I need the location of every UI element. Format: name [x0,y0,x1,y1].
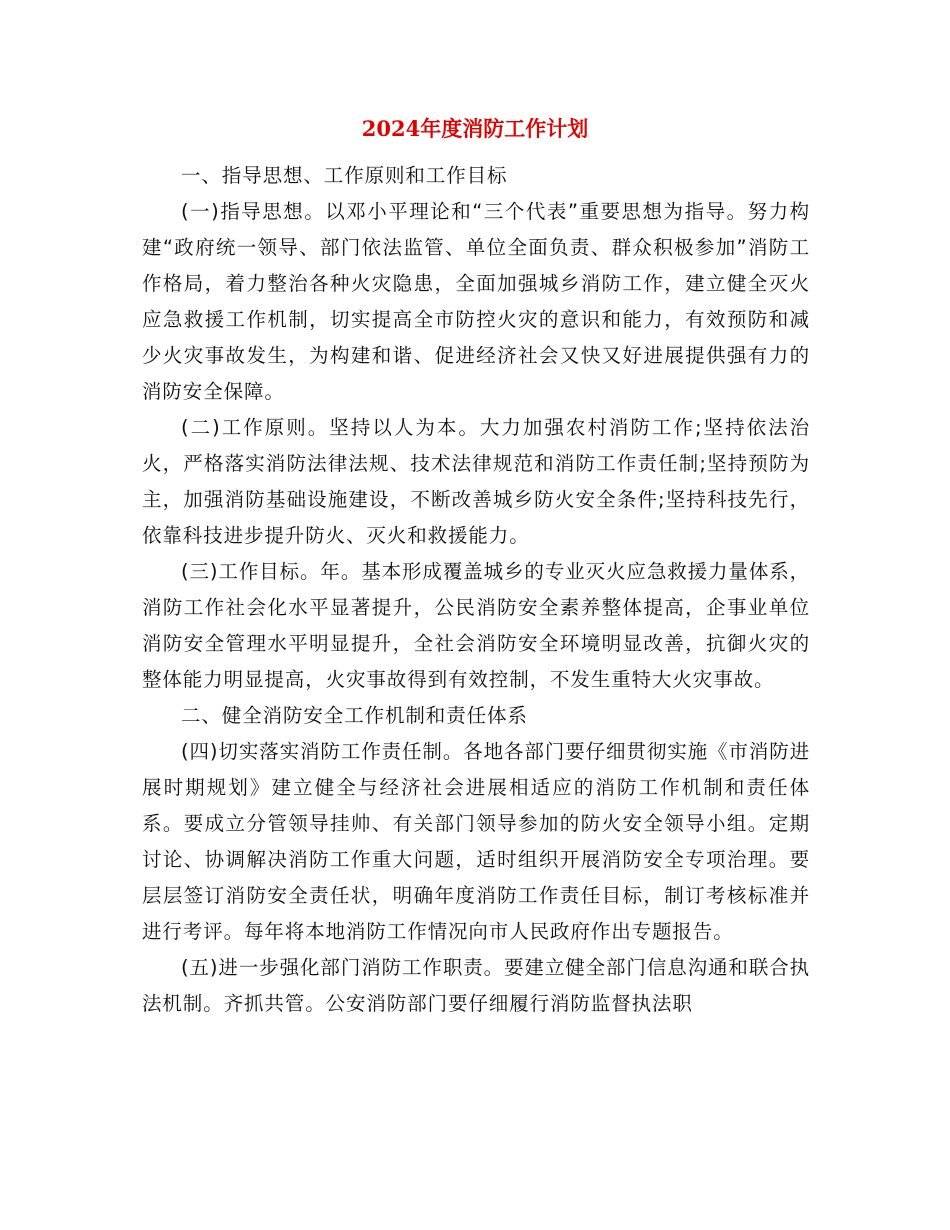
section-heading-1: 一、指导思想、工作原则和工作目标 [181,164,508,187]
section-heading-2: 二、健全消防安全工作机制和责任体系 [181,704,528,727]
paragraph-responsibility-system: (四)切实落实消防工作责任制。各地各部门要仔细贯彻实施《市消防进展时期规划》建立健全与经济社会进展相适应的消防工作机制和责任体系。要成立分管领导挂帅、有关部门领导参加的防火安全领导小组。定期讨论、协调解决消防工作重大问题，适时组织开展消防安全专项治理。要层层签订消防安全责任状，明确年度消防工作责任目标，制订考核标准并进行考评。每年将本地消防工作情况向市人民政府作出专题报告。 [142,740,811,943]
paragraph-department-duties: (五)进一步强化部门消防工作职责。要建立健全部门信息沟通和联合执法机制。齐抓共管。公安消防部门要仔细履行消防监督执法职 [142,956,811,1015]
document-body [142,158,810,1022]
paragraph-guiding-ideology: (一)指导思想。以邓小平理论和“三个代表”重要思想为指导。努力构建“政府统一领导、部门依法监管、单位全面负责、群众积极参加”消防工作格局，着力整治各种火灾隐患，全面加强城乡消防工作，建立健全灭火应急救援工作机制，切实提高全市防控火灾的意识和能力，有效预防和减少火灾事故发生，为构建和谐、促进经济社会又快又好进展提供强有力的消防安全保障。 [142,200,810,403]
document-title: 2024年度消防工作计划 [361,116,589,141]
paragraph-work-goals: (三)工作目标。年。基本形成覆盖城乡的专业灭火应急救援力量体系，消防工作社会化水平显著提升，公民消防安全素养整体提高，企事业单位消防安全管理水平明显提升，全社会消防安全环境明显改善，抗御火灾的整体能力明显提高，火灾事故得到有效控制，不发生重特大火灾事故。 [142,560,811,691]
paragraph-work-principles: (二)工作原则。坚持以人为本。大力加强农村消防工作;坚持依法治火，严格落实消防法律法规、技术法律规范和消防工作责任制;坚持预防为主，加强消防基础设施建设，不断改善城乡防火安全条件;坚持科技先行，依靠科技进步提升防火、灭火和救援能力。 [142,416,810,547]
